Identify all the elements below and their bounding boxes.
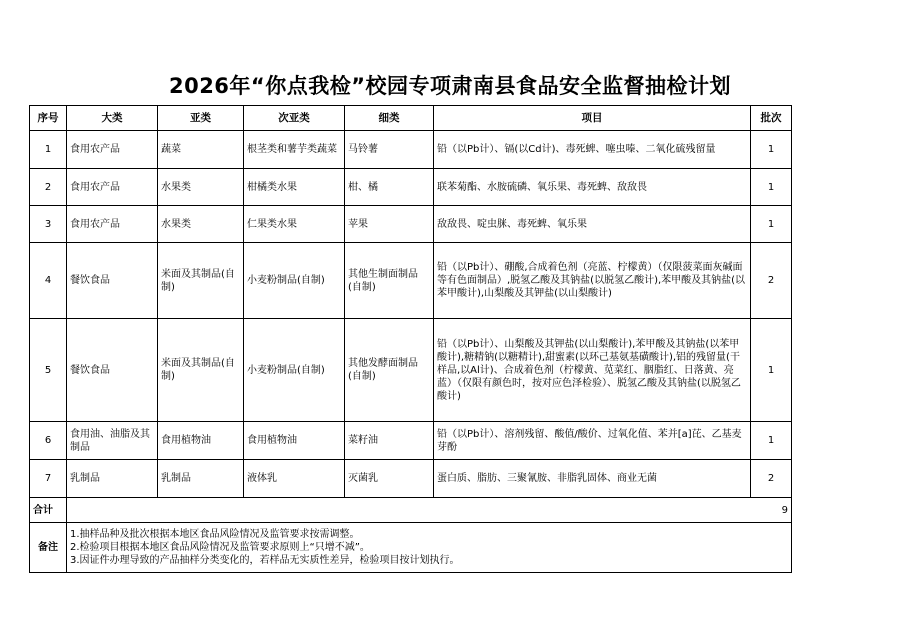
table-row [30, 243, 792, 319]
table-row [30, 422, 792, 460]
row-category: 食用油、油脂及其制品 [67, 422, 158, 460]
row-no: 3 [30, 206, 67, 243]
table-row [30, 206, 792, 243]
total-value: 9 [67, 498, 792, 523]
row-no: 2 [30, 169, 67, 206]
row-no: 7 [30, 460, 67, 498]
page-title: 2026年“你点我检”校园专项肃南县食品安全监督抽检计划 [168, 74, 732, 98]
row-detail: 马铃薯 [345, 131, 434, 169]
row-sub-subcategory: 小麦粉制品(自制) [244, 243, 345, 319]
header-detail: 细类 [345, 106, 434, 131]
row-detail: 其他发酵面制品(自制) [345, 319, 434, 422]
header-items: 项目 [434, 106, 751, 131]
row-category: 餐饮食品 [67, 319, 158, 422]
row-sub-subcategory: 根茎类和薯芋类蔬菜 [244, 131, 345, 169]
row-sub-subcategory: 仁果类水果 [244, 206, 345, 243]
row-sub-subcategory: 食用植物油 [244, 422, 345, 460]
row-sub-subcategory: 液体乳 [244, 460, 345, 498]
row-no: 5 [30, 319, 67, 422]
header-sub-subcategory: 次亚类 [244, 106, 345, 131]
table-header-row [30, 106, 792, 131]
header-batches: 批次 [751, 106, 792, 131]
row-items: 联苯菊酯、水胺硫磷、氧乐果、毒死蜱、敌敌畏 [434, 169, 751, 206]
row-no: 4 [30, 243, 67, 319]
header-subcategory: 亚类 [158, 106, 244, 131]
row-category: 食用农产品 [67, 169, 158, 206]
note-line: 3.因证件办理导致的产品抽样分类变化的，若样品无实质性差异，检验项目按计划执行。 [70, 555, 460, 566]
row-batches: 1 [751, 422, 792, 460]
inspection-plan-table [29, 105, 792, 573]
row-subcategory: 水果类 [158, 206, 244, 243]
table-row [30, 131, 792, 169]
table-row [30, 460, 792, 498]
row-subcategory: 水果类 [158, 169, 244, 206]
notes-content [67, 523, 792, 573]
row-subcategory: 米面及其制品(自制) [158, 319, 244, 422]
row-subcategory: 蔬菜 [158, 131, 244, 169]
row-items: 铅（以Pb计）、硼酸,合成着色剂（亮蓝、柠檬黄）（仅限菠菜面灰碱面等有色面制品）,脱氢乙酸及其钠盐(以脱氢乙酸计),苯甲酸及其钠盐(以苯甲酸计),山梨酸及其钾盐(以山梨酸计) [434, 243, 751, 319]
row-items: 敌敌畏、啶虫脒、毒死蜱、氧乐果 [434, 206, 751, 243]
notes-row [30, 523, 792, 573]
total-label: 合计 [30, 498, 67, 523]
row-no: 6 [30, 422, 67, 460]
row-batches: 1 [751, 319, 792, 422]
row-no: 1 [30, 131, 67, 169]
header-category: 大类 [67, 106, 158, 131]
row-batches: 1 [751, 206, 792, 243]
row-subcategory: 食用植物油 [158, 422, 244, 460]
row-detail: 菜籽油 [345, 422, 434, 460]
table-row [30, 169, 792, 206]
row-category: 食用农产品 [67, 206, 158, 243]
table-row [30, 319, 792, 422]
row-batches: 1 [751, 131, 792, 169]
row-items: 蛋白质、脂肪、三聚氰胺、非脂乳固体、商业无菌 [434, 460, 751, 498]
notes-label: 备注 [30, 523, 67, 573]
row-detail: 柑、橘 [345, 169, 434, 206]
row-sub-subcategory: 柑橘类水果 [244, 169, 345, 206]
row-batches: 2 [751, 460, 792, 498]
row-sub-subcategory: 小麦粉制品(自制) [244, 319, 345, 422]
row-category: 食用农产品 [67, 131, 158, 169]
row-items: 铅（以Pb计）、镉(以Cd计)、毒死蜱、噻虫嗪、二氧化硫残留量 [434, 131, 751, 169]
row-subcategory: 乳制品 [158, 460, 244, 498]
total-row [30, 498, 792, 523]
row-batches: 1 [751, 169, 792, 206]
note-line: 1.抽样品种及批次根据本地区食品风险情况及监管要求按需调整。 [70, 529, 360, 540]
row-subcategory: 米面及其制品(自制) [158, 243, 244, 319]
note-line: 2.检验项目根据本地区食品风险情况及监管要求原则上“只增不减”。 [70, 542, 370, 553]
row-items: 铅（以Pb计）、溶剂残留、酸值/酸价、过氧化值、苯并[a]芘、乙基麦芽酚 [434, 422, 751, 460]
row-category: 乳制品 [67, 460, 158, 498]
row-items: 铅（以Pb计）、山梨酸及其钾盐(以山梨酸计),苯甲酸及其钠盐(以苯甲酸计),糖精钠(以糖精计),甜蜜素(以环己基氨基磺酸计),铝的残留量(干样品,以Al计)、合成着色剂（柠檬黄、苋菜红、胭脂红、日落黄、亮蓝）（仅限有颜色时，按对应色泽检验）、脱氢乙酸及其钠盐(以脱氢乙酸计) [434, 319, 751, 422]
row-batches: 2 [751, 243, 792, 319]
row-detail: 苹果 [345, 206, 434, 243]
row-detail: 灭菌乳 [345, 460, 434, 498]
row-category: 餐饮食品 [67, 243, 158, 319]
row-detail: 其他生制面制品(自制) [345, 243, 434, 319]
header-no: 序号 [30, 106, 67, 131]
